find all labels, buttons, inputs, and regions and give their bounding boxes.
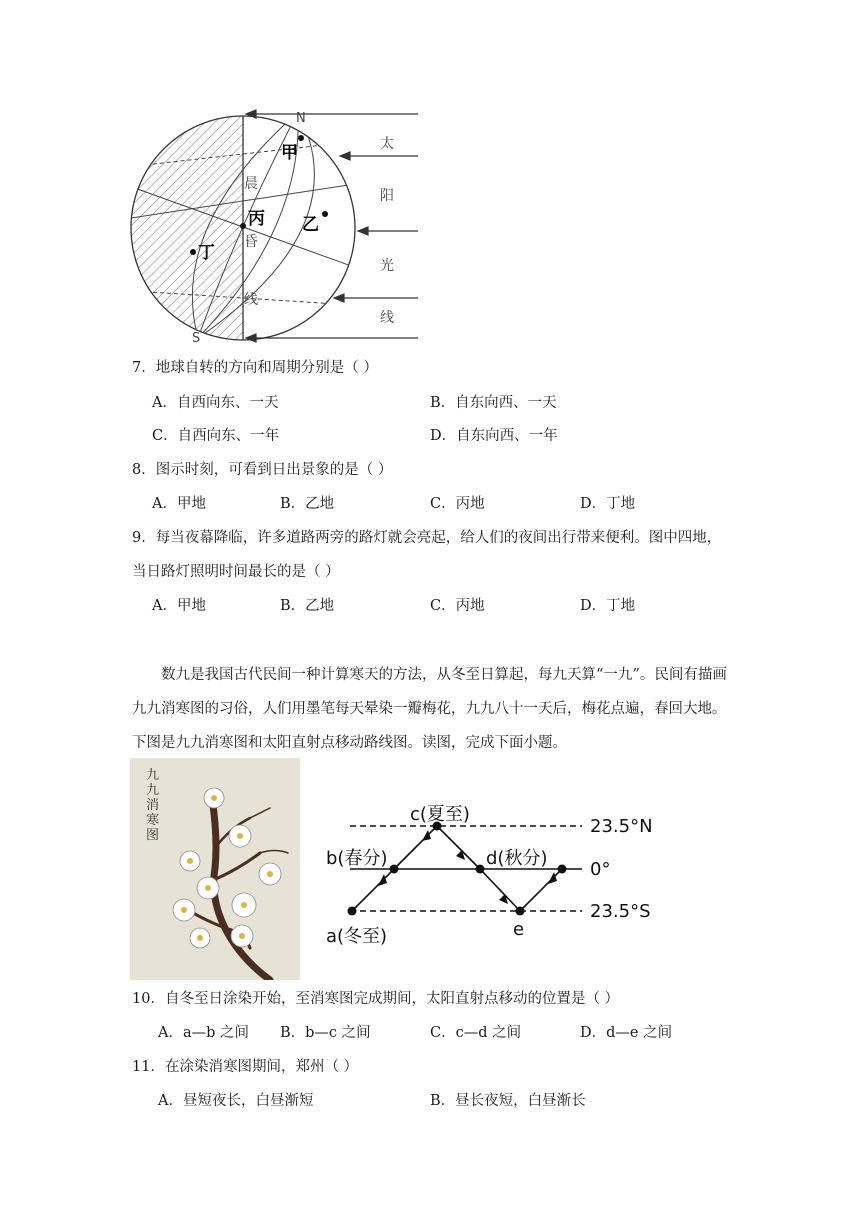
label-c: c(夏至): [410, 804, 470, 825]
label-0: 0°: [590, 859, 611, 880]
arrow: [378, 874, 387, 886]
q10-option-c[interactable]: C．c—d 之间: [430, 1025, 522, 1041]
q7-option-d[interactable]: D．自东向西、一年: [430, 428, 558, 444]
terminator-char-1: 晨: [244, 176, 258, 192]
path-c-d: [437, 826, 480, 869]
point-ding-label: 丁: [198, 243, 215, 263]
sunlight-char-1: 太: [380, 136, 394, 152]
q11-option-a[interactable]: A．昼短夜长，白昼渐短: [158, 1093, 314, 1109]
question-10-stem: 10．自冬至日涂染开始，至消寒图完成期间，太阳直射点移动的位置是（ ）: [132, 991, 620, 1007]
q11-option-b[interactable]: B．昼长夜短，白昼渐长: [430, 1093, 586, 1109]
q9-option-d[interactable]: D．丁地: [580, 598, 636, 614]
point-end: [558, 865, 567, 874]
q8-option-d[interactable]: D．丁地: [580, 496, 636, 512]
sunlight-char-2: 阳: [380, 188, 394, 204]
arrow: [499, 894, 508, 904]
branch: [260, 851, 288, 854]
q7-option-c[interactable]: C．自西向东、一年: [152, 428, 280, 444]
q7-option-a[interactable]: A．自西向东、一天: [152, 395, 279, 411]
pole-n-label: N: [296, 111, 306, 126]
label-23-5n: 23.5°N: [590, 816, 653, 837]
plum-blossom-painting: [130, 758, 300, 980]
point-d: [476, 865, 485, 874]
reading-passage: 数九是我国古代民间一种计算寒天的方法，从冬至日算起，每九天算“一九”。民间有描画九九消寒图的习俗，人们用墨笔每天晕染一瓣梅花，九九八十一天后，梅花点遍，春回大地。下图是九九消寒图和太阳直射点移动路线图。读图，完成下面小题。: [132, 667, 727, 751]
q8-option-a[interactable]: A．甲地: [152, 496, 206, 512]
arrow: [548, 872, 557, 884]
q10-option-d[interactable]: D．d—e 之间: [580, 1025, 673, 1041]
question-9-stem-line2: 当日路灯照明时间最长的是（ ）: [132, 564, 340, 580]
path-e-end: [520, 869, 562, 911]
point-e: [516, 907, 525, 916]
q8-option-c[interactable]: C．丙地: [430, 496, 485, 512]
q9-option-b[interactable]: B．乙地: [280, 598, 335, 614]
sun-direct-point-path-figure: [320, 790, 670, 960]
q7-option-b[interactable]: B．自东向西、一天: [430, 395, 557, 411]
sunlight-char-4: 线: [380, 310, 394, 326]
point-b: [390, 865, 399, 874]
point-jia-marker: [298, 135, 304, 141]
earth-illumination-figure: [128, 100, 428, 350]
q10-option-a[interactable]: A．a—b 之间: [158, 1025, 250, 1041]
question-8-stem: 8．图示时刻，可看到日出景象的是（ ）: [132, 462, 393, 478]
painting-title: 九 九 消 寒 图: [146, 768, 160, 843]
q8-option-b[interactable]: B．乙地: [280, 496, 335, 512]
path-a-b: [352, 869, 394, 911]
question-11-stem: 11．在涂染消寒图期间，郑州（ ）: [132, 1059, 359, 1075]
pole-s-label: S: [192, 331, 201, 346]
arrow: [422, 830, 431, 841]
point-a: [348, 907, 357, 916]
q10-option-b[interactable]: B．b—c 之间: [280, 1025, 371, 1041]
label-b: b(春分): [326, 848, 388, 869]
path-b-c: [394, 826, 437, 869]
point-ding-marker: [190, 249, 196, 255]
terminator-char-2: 昏: [244, 234, 258, 250]
point-jia-label: 甲: [281, 143, 298, 163]
arrow: [456, 850, 465, 860]
label-23-5s: 23.5°S: [590, 901, 651, 922]
q9-option-c[interactable]: C．丙地: [430, 598, 485, 614]
question-9-stem-line1: 9．每当夜幕降临，许多道路两旁的路灯就会亮起，给人们的夜间出行带来便利。图中四地，: [132, 530, 722, 546]
question-7-stem: 7．地球自转的方向和周期分别是（ ）: [132, 360, 378, 376]
q9-option-a[interactable]: A．甲地: [152, 598, 206, 614]
point-yi-label: 乙: [302, 215, 319, 235]
point-yi-marker: [322, 211, 328, 217]
label-d: d(秋分): [486, 848, 548, 869]
label-e: e: [513, 919, 525, 940]
point-bing-marker: [240, 223, 246, 229]
terminator-char-3: 线: [244, 292, 258, 308]
branch: [218, 853, 260, 878]
label-a: a(冬至): [326, 926, 388, 947]
path-d-e: [480, 869, 520, 911]
sunlight-char-3: 光: [380, 258, 394, 274]
branch: [250, 808, 270, 818]
point-bing-label: 丙: [248, 209, 265, 229]
